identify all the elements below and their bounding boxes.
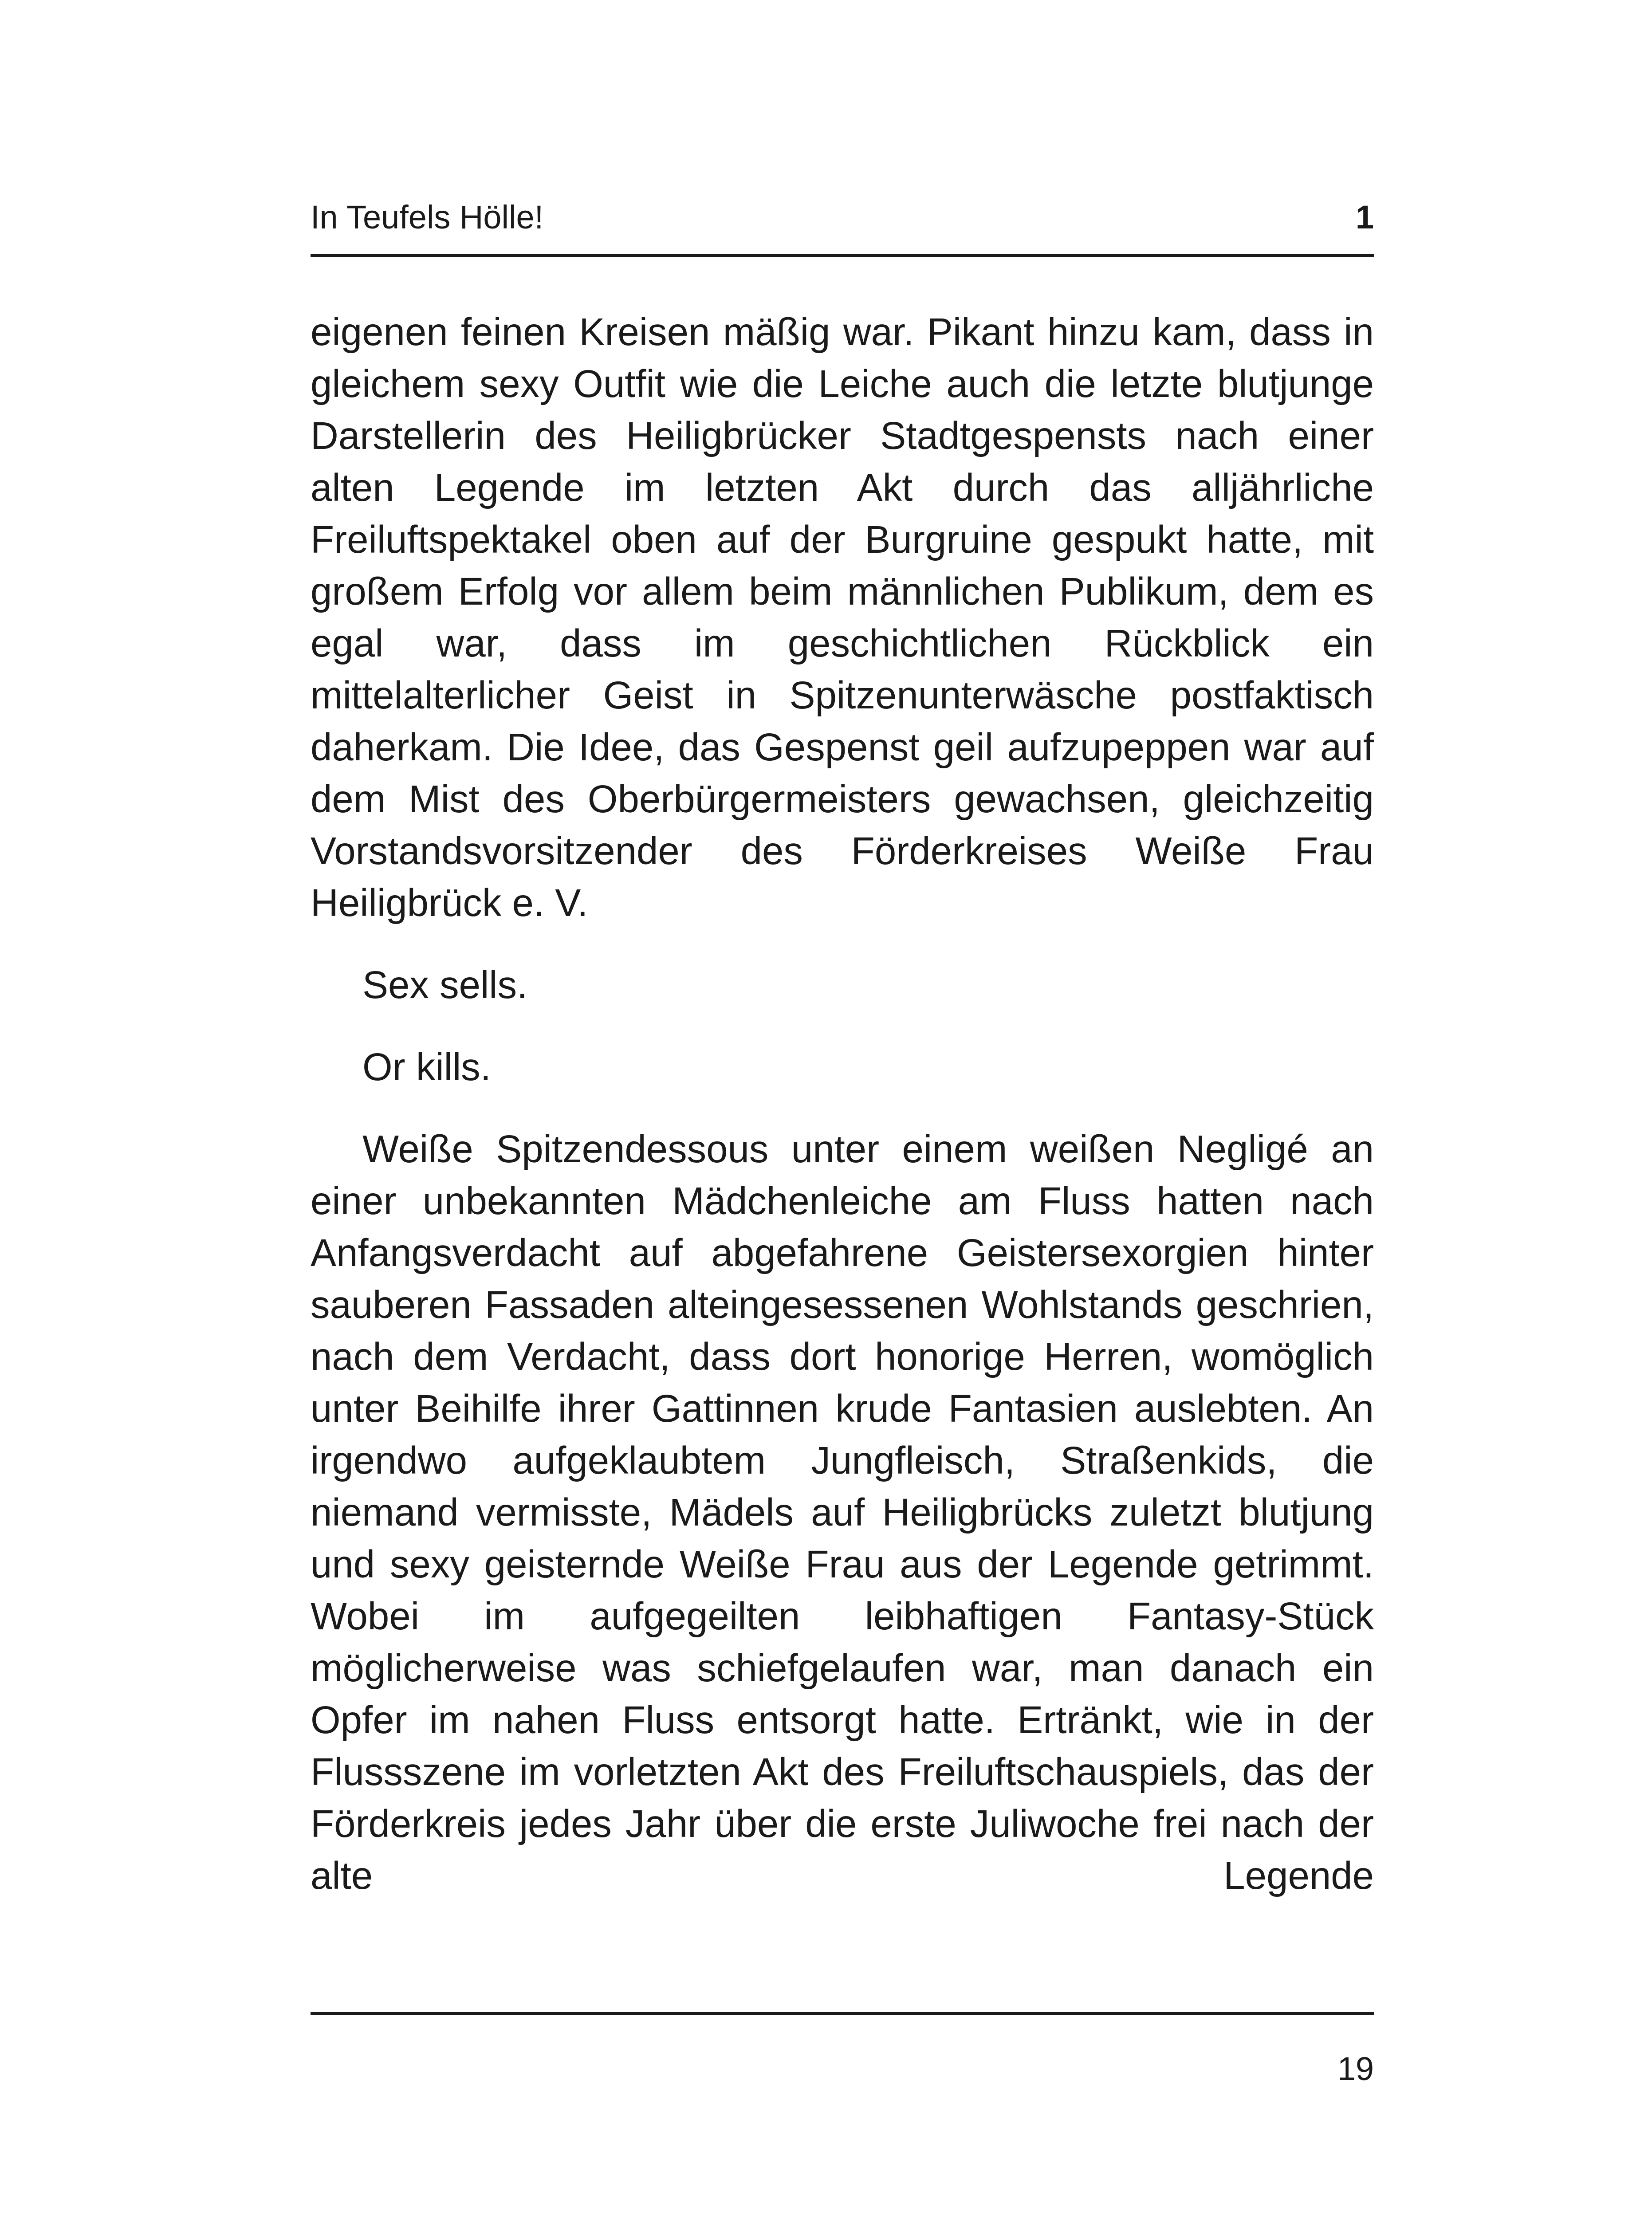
footer-rule [311,2012,1374,2015]
running-title: In Teufels Hölle! [311,199,544,236]
header-rule [311,254,1374,257]
paragraph: eigenen feinen Kreisen mäßig war. Pikant hinzu kam, dass in gleichem sexy Outfit wie die Leiche auch die letzte blutjunge Darstellerin des Heiligbrücker Stadtgespensts nach einer alten Legende im letzten Akt durch das alljährliche Freiluftspektakel oben auf der Burgruine gespukt hatte, mit großem Erfolg vor allem beim männlichen Publikum, dem es egal war, dass im geschichtlichen Rückblick ein mittelalterlicher Geist in Spitzenunterwäsche postfaktisch daherkam. Die Idee, das Gespenst geil aufzupeppen war auf dem Mist des Oberbürgermeisters gewachsen, gleichzeitig Vorstandsvorsitzender des Förderkreises Weiße Frau Heiligbrück e. V. [311,311,1374,924]
chapter-number: 1 [1355,199,1374,236]
paragraph: Weiße Spitzendessous unter einem weißen Negligé an einer unbekannten Mädchenleiche am Fluss hatten nach Anfangsverdacht auf abgefahrene Geistersexorgien hinter sauberen Fassaden alteingesessenen Wohlstands geschrien, nach dem Verdacht, dass dort honorige Herren, womöglich unter Beihilfe ihrer Gattinnen krude Fantasien auslebten. An irgendwo aufgeklaubtem Jungfleisch, Straßenkids, die niemand vermisste, Mädels auf Heiligbrücks zuletzt blutjung und sexy geisternde Weiße Frau aus der Legende getrimmt. Wobei im aufgegeilten leibhaftigen Fantasy-Stück möglicherweise was schiefgelaufen war, man danach ein Opfer im nahen Fluss entsorgt hatte. Ertränkt, wie in der Flussszene im vorletzten Akt des Freiluftschauspiels, das der Förderkreis jedes Jahr über die erste Juliwoche frei nach der alte Legende [311,1128,1374,1897]
body-text [311,306,1374,1932]
paragraph: Sex sells. [362,963,528,1007]
running-header [311,195,1374,240]
paragraph: Or kills. [362,1046,491,1089]
page-number: 19 [1337,2050,1374,2087]
